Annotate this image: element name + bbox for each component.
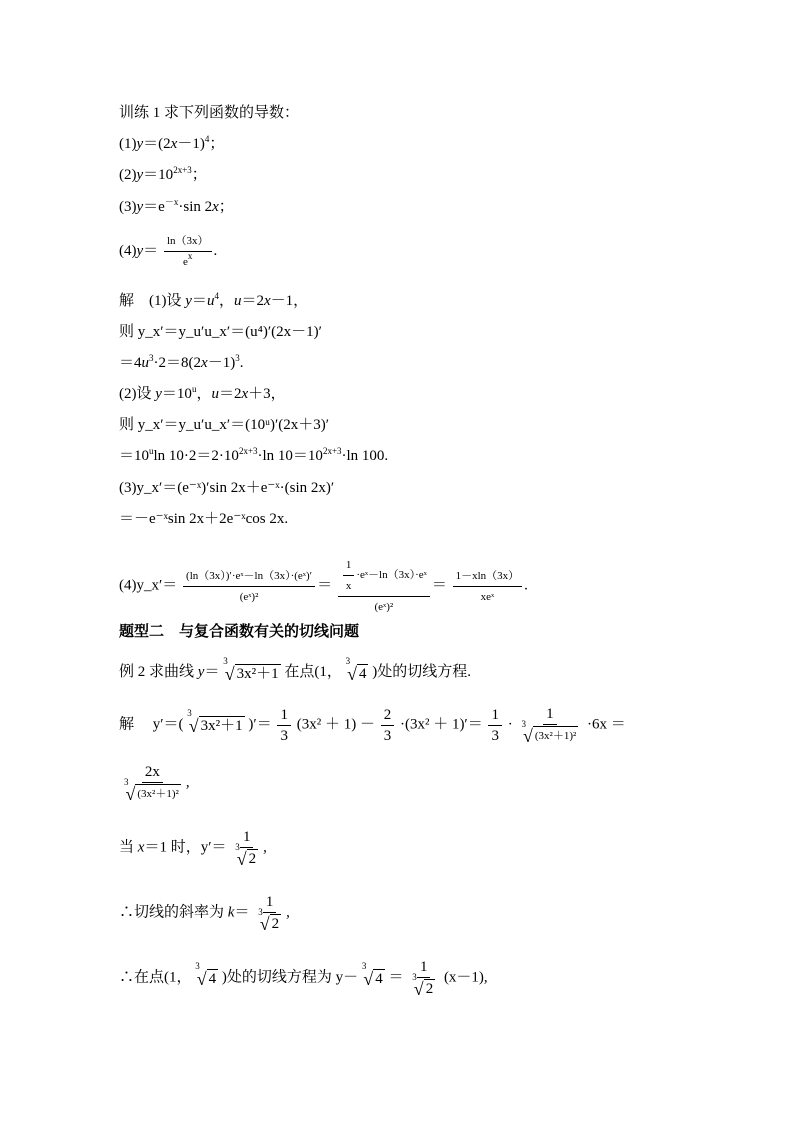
- when-x-equals-1: 当 x＝1 时，y′＝ 1 3 √ 2 ,: [119, 829, 267, 870]
- solution-1-line-1: 解 (1)设 $y=u^4$，u＝2x－1，: [119, 291, 309, 309]
- problem-2: $(2)y=10^{2x+3}$；: [119, 165, 207, 183]
- fraction-3: $\frac{1-xln(3x)}{\text{xeˣ}}$: [453, 567, 523, 606]
- cube-root: 3 √ 3x²＋1: [223, 655, 279, 684]
- fraction: $\frac{1}{3}$: [488, 706, 502, 745]
- fraction: 1 3 √ 2: [235, 829, 257, 870]
- example-2: 例 2 求曲线 y＝ 3 √ 3x²＋1 在点(1， 3 √ 4 )处的切线方程.: [119, 655, 471, 684]
- solution-3-line-2: ＝－e⁻ˣsin 2x＋2e⁻ˣcos 2x.: [119, 511, 289, 527]
- tangent-equation: ∴在点(1， 3 √ 4 )处的切线方程为 y－ 3 √ 4 ＝ 1 3 √ 2 (x－1),: [119, 959, 488, 1000]
- fraction: 1 3 √ 2: [412, 959, 434, 1000]
- cube-root: 3 √ 3x²＋1: [187, 708, 243, 737]
- cube-root: 3 √ 4: [345, 655, 367, 684]
- solution-1-line-3: $=4u^3\cdot 2=8(2x-1)^3$.: [119, 353, 244, 371]
- solution-2-line-1: (2)设 $y=10^u$，u＝2x＋3，: [119, 384, 286, 402]
- example-2-solution-line-1: 解 y′＝( 3 √ 3x²＋1 )′＝ $\frac{1}{3}$ (3x² ＋ 1) － $\frac{2}{3}$ ·(3x² ＋ 1)′＝ $\frac{1}{3}$ · 1 3 √ (3x²＋1)² ·6x ＝: [119, 706, 626, 747]
- problem-4: (4)y＝ $\frac{\ln(3x)}{e^x}$ .: [119, 232, 217, 271]
- fraction-1: $\frac{\text{(ln（3x）)′·eˣ－ln（3x）·(eˣ)′}}{\text{(eˣ)²}}$: [183, 567, 315, 606]
- solution-3-line-1: (3)y_x′＝(e⁻ˣ)′sin 2x＋e⁻ˣ·(sin 2x)′: [119, 480, 335, 496]
- solution-4: (4)y_x′＝ $\frac{\text{(ln（3x）)′·eˣ－ln（3x）·(eˣ)′}}{\text{(eˣ)²}}$ ＝ $\frac{1}{x}$ ·eˣ－ln（3x）·eˣ (eˣ)² ＝ $\frac{1-xln(3x)}{\text{xeˣ}}$ .: [119, 556, 528, 616]
- exercise-title: 训练 1 求下列函数的导数：: [119, 105, 300, 121]
- solution-2-line-2: 则 y_x′＝y_u′u_x′＝(10ᵘ)′(2x＋3)′: [119, 417, 330, 433]
- cube-root: 3 √ 4: [361, 961, 383, 990]
- solution-1-line-2: 则 y_x′＝y_u′u_x′＝(u⁴)′(2x－1)′: [119, 324, 322, 340]
- fraction: $\frac{2}{3}$: [381, 706, 395, 745]
- problem-1: $(1)y=(2x-1)^4$；: [119, 134, 225, 152]
- cube-root: 3 √ 4: [195, 961, 217, 990]
- fraction: $\frac{1}{3}$: [277, 706, 291, 745]
- problem-3: $(3)y=e^{-x}\cdot\sin$ 2x；: [119, 197, 234, 215]
- section-heading: 题型二 与复合函数有关的切线问题: [119, 623, 360, 640]
- fraction: 1 3 √ 2: [258, 894, 280, 935]
- fraction-2: $\frac{1}{x}$ ·eˣ－ln（3x）·eˣ (eˣ)²: [338, 556, 430, 616]
- fraction: 1 3 √ (3x²＋1)²: [521, 706, 577, 747]
- solution-2-line-3: $=10^u\ln$ $10\cdot 2=2\cdot 10^{2x+3}\cdot\ln$ $10=10^{2x+3}\cdot\ln$ 100.: [119, 446, 389, 464]
- fraction: 2x 3 √ (3x²＋1)²: [124, 764, 179, 805]
- slope-line: ∴切线的斜率为 k＝ 1 3 √ 2 ,: [119, 894, 290, 935]
- fraction: $\frac{\ln(3x)}{e^x}$: [164, 232, 212, 271]
- example-2-solution-line-2: 2x 3 √ (3x²＋1)² ,: [119, 763, 190, 803]
